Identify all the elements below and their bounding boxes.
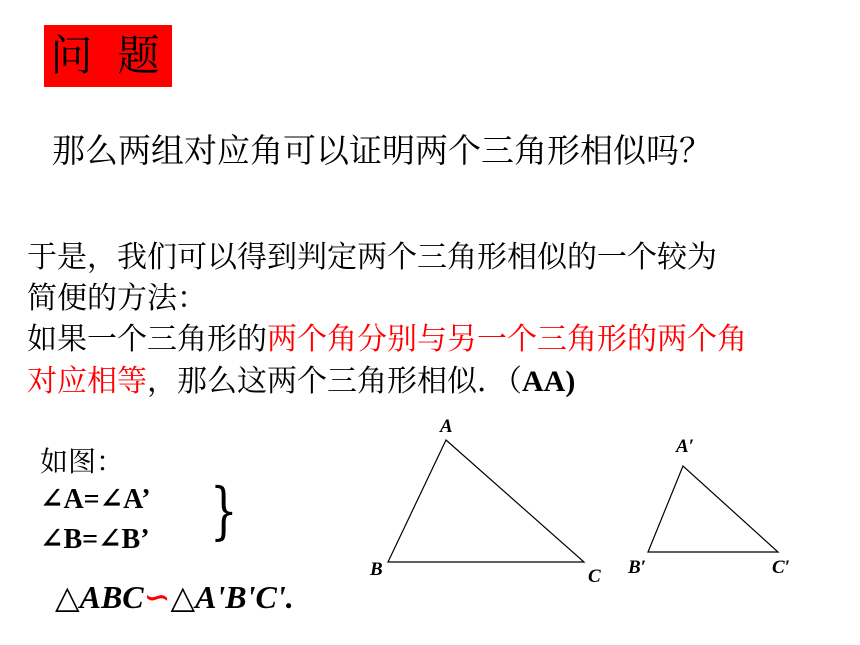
rule-text-highlight-end: 对应相等 <box>27 364 147 399</box>
vertex-c-prime: C′ <box>772 557 791 578</box>
rule-text-highlight: 两个角分别与另一个三角形的两个角 <box>267 322 747 357</box>
vertex-a-prime: A′ <box>676 436 695 457</box>
vertex-b: B <box>370 559 383 580</box>
condition-angle-a: ∠A=∠A’ <box>40 484 151 515</box>
paragraph-line-1: 于是，我们可以得到判定两个三角形相似的一个较为 <box>27 240 717 275</box>
paragraph-line-2: 简便的方法： <box>27 281 207 316</box>
rule-text-conclusion: ，那么这两个三角形相似．（ <box>147 364 522 399</box>
figure-intro: 如图： <box>40 445 125 478</box>
triangle-abc-label: △ABC <box>55 579 144 615</box>
triangle-abc <box>388 440 584 562</box>
condition-angle-b: ∠B=∠B’ <box>40 524 150 555</box>
rule-text-intro: 如果一个三角形的 <box>27 322 267 357</box>
vertex-a: A <box>440 416 453 437</box>
triangle-abc-prime <box>648 466 778 552</box>
title-badge: 问 题 <box>44 25 172 87</box>
vertex-c: C <box>588 566 601 587</box>
triangle-abc-prime-label: △A'B'C'. <box>170 579 294 615</box>
question-text: 那么两组对应角可以证明两个三角形相似吗？ <box>52 131 712 170</box>
rule-name-aa: AA) <box>522 365 576 398</box>
brace-symbol: } <box>210 474 238 547</box>
vertex-b-prime: B′ <box>628 557 647 578</box>
similar-symbol: ∽ <box>143 579 171 615</box>
